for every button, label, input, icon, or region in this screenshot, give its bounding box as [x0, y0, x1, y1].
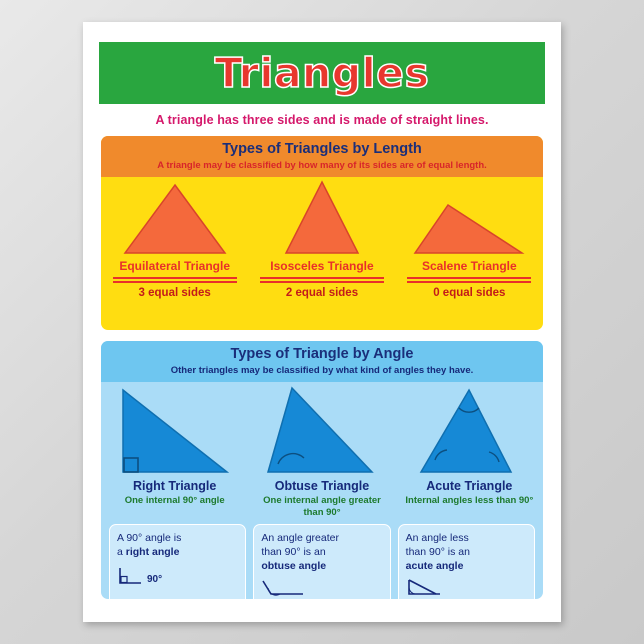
scalene-triangle-icon [410, 179, 528, 257]
card-right-mid: a [117, 545, 126, 558]
isosceles-label: Isosceles Triangle [270, 259, 374, 274]
card-acute-mid: than 90° is an [405, 545, 470, 558]
card-acute-strong: acute angle [405, 559, 464, 572]
card-right-figure-row [117, 566, 238, 586]
isosceles-triangle-icon [274, 179, 370, 257]
card-acute-figure-row [406, 579, 527, 597]
right-triangle-figure-area [101, 382, 248, 478]
equilateral-figure-area [101, 177, 248, 257]
right-triangle-icon [111, 384, 239, 478]
angle-panel-title: Types of Triangle by Angle [230, 346, 414, 362]
rule-line [113, 277, 237, 279]
card-right-lead: A 90° angle is [117, 532, 182, 545]
length-panel-subtitle: A triangle may be classified by how many of its sides are of equal length. [157, 159, 487, 171]
card-obtuse-strong: obtuse angle [261, 559, 327, 572]
card-acute-angle [398, 524, 535, 601]
obtuse-triangle-desc: One internal angle greater than 90° [263, 495, 381, 518]
page-title: Triangles [214, 49, 430, 97]
obtuse-angle-mark-icon [261, 579, 305, 597]
right-angle-mark-icon [117, 566, 143, 586]
angle-columns [101, 382, 543, 518]
obtuse-triangle-icon [260, 384, 384, 478]
equilateral-label: Equilateral Triangle [119, 259, 231, 274]
angle-panel-header [101, 341, 543, 382]
poster [83, 22, 561, 622]
rule-line [407, 281, 531, 283]
card-obtuse-figure-row [261, 579, 382, 597]
title-band [99, 42, 545, 104]
card-right-figure-label: 90° [147, 573, 163, 585]
card-acute-lead: An angle less [405, 532, 469, 545]
angle-definition-cards [101, 518, 543, 601]
card-obtuse-text [261, 532, 382, 573]
rule-line [113, 281, 237, 283]
card-right-angle [109, 524, 246, 601]
poster-inner [99, 42, 545, 598]
length-item-isosceles [248, 177, 395, 299]
scalene-figure-area [396, 177, 543, 257]
scalene-value: 0 equal sides [433, 287, 506, 300]
card-acute-text [406, 532, 527, 573]
length-columns [101, 177, 543, 299]
right-triangle-label: Right Triangle [132, 479, 217, 494]
rule-line [260, 281, 384, 283]
obtuse-triangle-figure-area [248, 382, 395, 478]
length-item-scalene [396, 177, 543, 299]
poster-subtitle: A triangle has three sides and is made of straight lines. [155, 113, 489, 127]
panel-types-by-angle [99, 339, 545, 601]
card-obtuse-mid: than 90° is an [261, 545, 326, 558]
equilateral-rules [113, 277, 237, 283]
isosceles-rules [260, 277, 384, 283]
acute-triangle-figure-area [396, 382, 543, 478]
rule-line [260, 277, 384, 279]
angle-item-right [101, 382, 248, 518]
length-panel-title: Types of Triangles by Length [222, 141, 422, 157]
isosceles-value: 2 equal sides [285, 287, 359, 300]
panel-types-by-length [99, 134, 545, 332]
rule-line [407, 277, 531, 279]
angle-panel-subtitle: Other triangles may be classified by what kind of angles they have. [170, 364, 474, 376]
equilateral-value: 3 equal sides [138, 287, 211, 300]
card-obtuse-angle [253, 524, 390, 601]
card-right-strong: right angle [125, 545, 180, 558]
acute-triangle-desc: Internal angles less than 90° [405, 495, 534, 507]
angle-item-acute [396, 382, 543, 518]
card-right-text [117, 532, 238, 559]
right-triangle-desc: One internal 90° angle [124, 495, 225, 507]
acute-triangle-label: Acute Triangle [426, 479, 513, 494]
length-panel-header [101, 136, 543, 177]
length-item-equilateral [101, 177, 248, 299]
card-obtuse-lead: An angle greater [261, 532, 339, 545]
acute-angle-mark-icon [406, 579, 446, 597]
acute-triangle-icon [407, 384, 531, 478]
scalene-label: Scalene Triangle [421, 259, 517, 274]
isosceles-figure-area [248, 177, 395, 257]
angle-item-obtuse [248, 382, 395, 518]
scalene-rules [407, 277, 531, 283]
obtuse-triangle-label: Obtuse Triangle [274, 479, 370, 494]
equilateral-triangle-icon [119, 179, 231, 257]
